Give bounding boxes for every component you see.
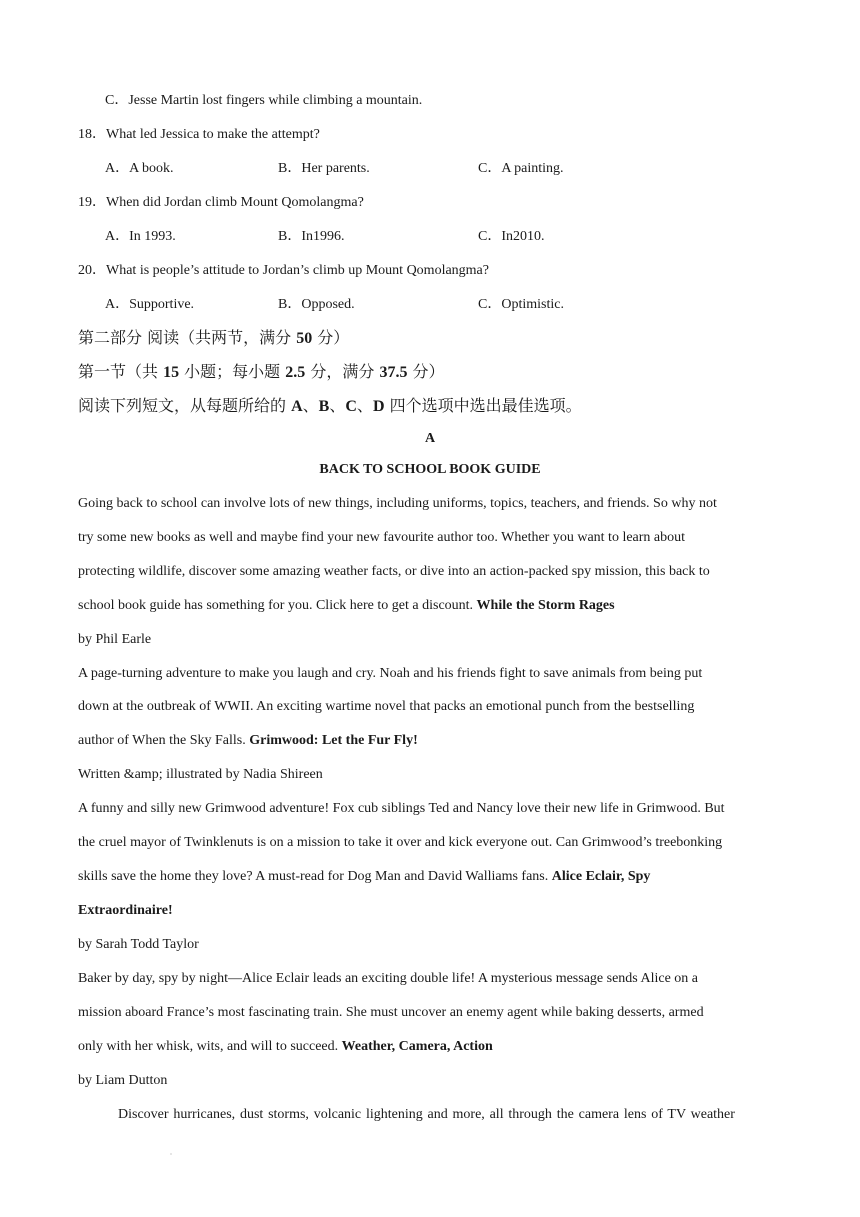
book2-author: Written &amp; illustrated by Nadia Shireen: [78, 767, 323, 782]
book1-line-1: A page-turning adventure to make you laugh and cry. Noah and his friends fight to save animals from being put: [78, 666, 703, 681]
section1-heading: 第一节（共 15 小题；每小题 2.5 分，满分 37.5 分）: [78, 362, 445, 381]
book1-title: While the Storm Rages: [476, 598, 615, 613]
book3-title-part1: Alice Eclair, Spy: [551, 869, 651, 884]
book2-title: Grimwood: Let the Fur Fly!: [249, 733, 418, 748]
intro-line-1: Going back to school can involve lots of new things, including uniforms, topics, teachers, and friends. So why not: [78, 496, 717, 511]
book4-title: Weather, Camera, Action: [341, 1039, 493, 1054]
q19-option-c: C．In2010.: [478, 229, 545, 244]
passage-letter: A: [424, 431, 436, 446]
book3-author: by Sarah Todd Taylor: [78, 937, 199, 952]
intro-line-4: school book guide has something for you. Click here to get a discount. While the Storm Rages: [78, 598, 615, 613]
scan-speck: [170, 1153, 172, 1155]
book2-line-1: A funny and silly new Grimwood adventure! Fox cub siblings Ted and Nancy love their new life in Grimwood. But: [78, 801, 725, 816]
q20-option-b: B．Opposed.: [278, 297, 355, 312]
q19-option-b: B．In1996.: [278, 229, 345, 244]
part2-heading: 第二部分 阅读（共两节，满分 50 分）: [78, 328, 350, 347]
q18-option-c: C．A painting.: [478, 161, 564, 176]
book1-author: by Phil Earle: [78, 632, 152, 647]
intro-line-3: protecting wildlife, discover some amazing weather facts, or dive into an action-packed spy mission, this back to: [78, 564, 710, 579]
passage-title: BACK TO SCHOOL BOOK GUIDE: [319, 462, 541, 477]
q18-option-b: B．Her parents.: [278, 161, 370, 176]
q19-question: 19．When did Jordan climb Mount Qomolangma?: [78, 195, 364, 210]
q20-question: 20．What is people’s attitude to Jordan’s climb up Mount Qomolangma?: [78, 263, 489, 278]
book4-author: by Liam Dutton: [78, 1073, 168, 1088]
book3-title-part2: Extraordinaire!: [78, 903, 173, 918]
q20-option-c: C．Optimistic.: [478, 297, 564, 312]
intro-line-2: try some new books as well and maybe find your new favourite author too. Whether you want to learn about: [78, 530, 686, 545]
q17-option-c: C．Jesse Martin lost fingers while climbing a mountain.: [105, 93, 423, 108]
reading-instructions: 阅读下列短文，从每题所给的 A、B、C、D 四个选项中选出最佳选项。: [78, 396, 582, 415]
book4-line-1: Discover hurricanes, dust storms, volcanic lightening and more, all through the camera lens of TV weather: [118, 1107, 735, 1122]
book3-line-3: only with her whisk, wits, and will to succeed. Weather, Camera, Action: [78, 1039, 493, 1054]
q19-option-a: A．In 1993.: [105, 229, 176, 244]
q20-option-a: A．Supportive.: [105, 297, 195, 312]
book2-line-3: skills save the home they love? A must-read for Dog Man and David Walliams fans. Alice Eclair, Spy: [78, 869, 651, 884]
book3-line-2: mission aboard France’s most fascinating train. She must uncover an enemy agent while baking desserts, armed: [78, 1005, 704, 1020]
book2-line-2: the cruel mayor of Twinklenuts is on a mission to take it over and kick everyone out. Can Grimwood’s treebonking: [78, 835, 723, 850]
q18-option-a: A．A book.: [105, 161, 174, 176]
book3-line-1: Baker by day, spy by night—Alice Eclair leads an exciting double life! A mysterious message sends Alice on a: [78, 971, 698, 986]
q18-question: 18．What led Jessica to make the attempt?: [78, 127, 320, 142]
book1-line-3: author of When the Sky Falls. Grimwood: Let the Fur Fly!: [78, 733, 418, 748]
book1-line-2: down at the outbreak of WWII. An exciting wartime novel that packs an emotional punch from the bestselling: [78, 699, 695, 714]
